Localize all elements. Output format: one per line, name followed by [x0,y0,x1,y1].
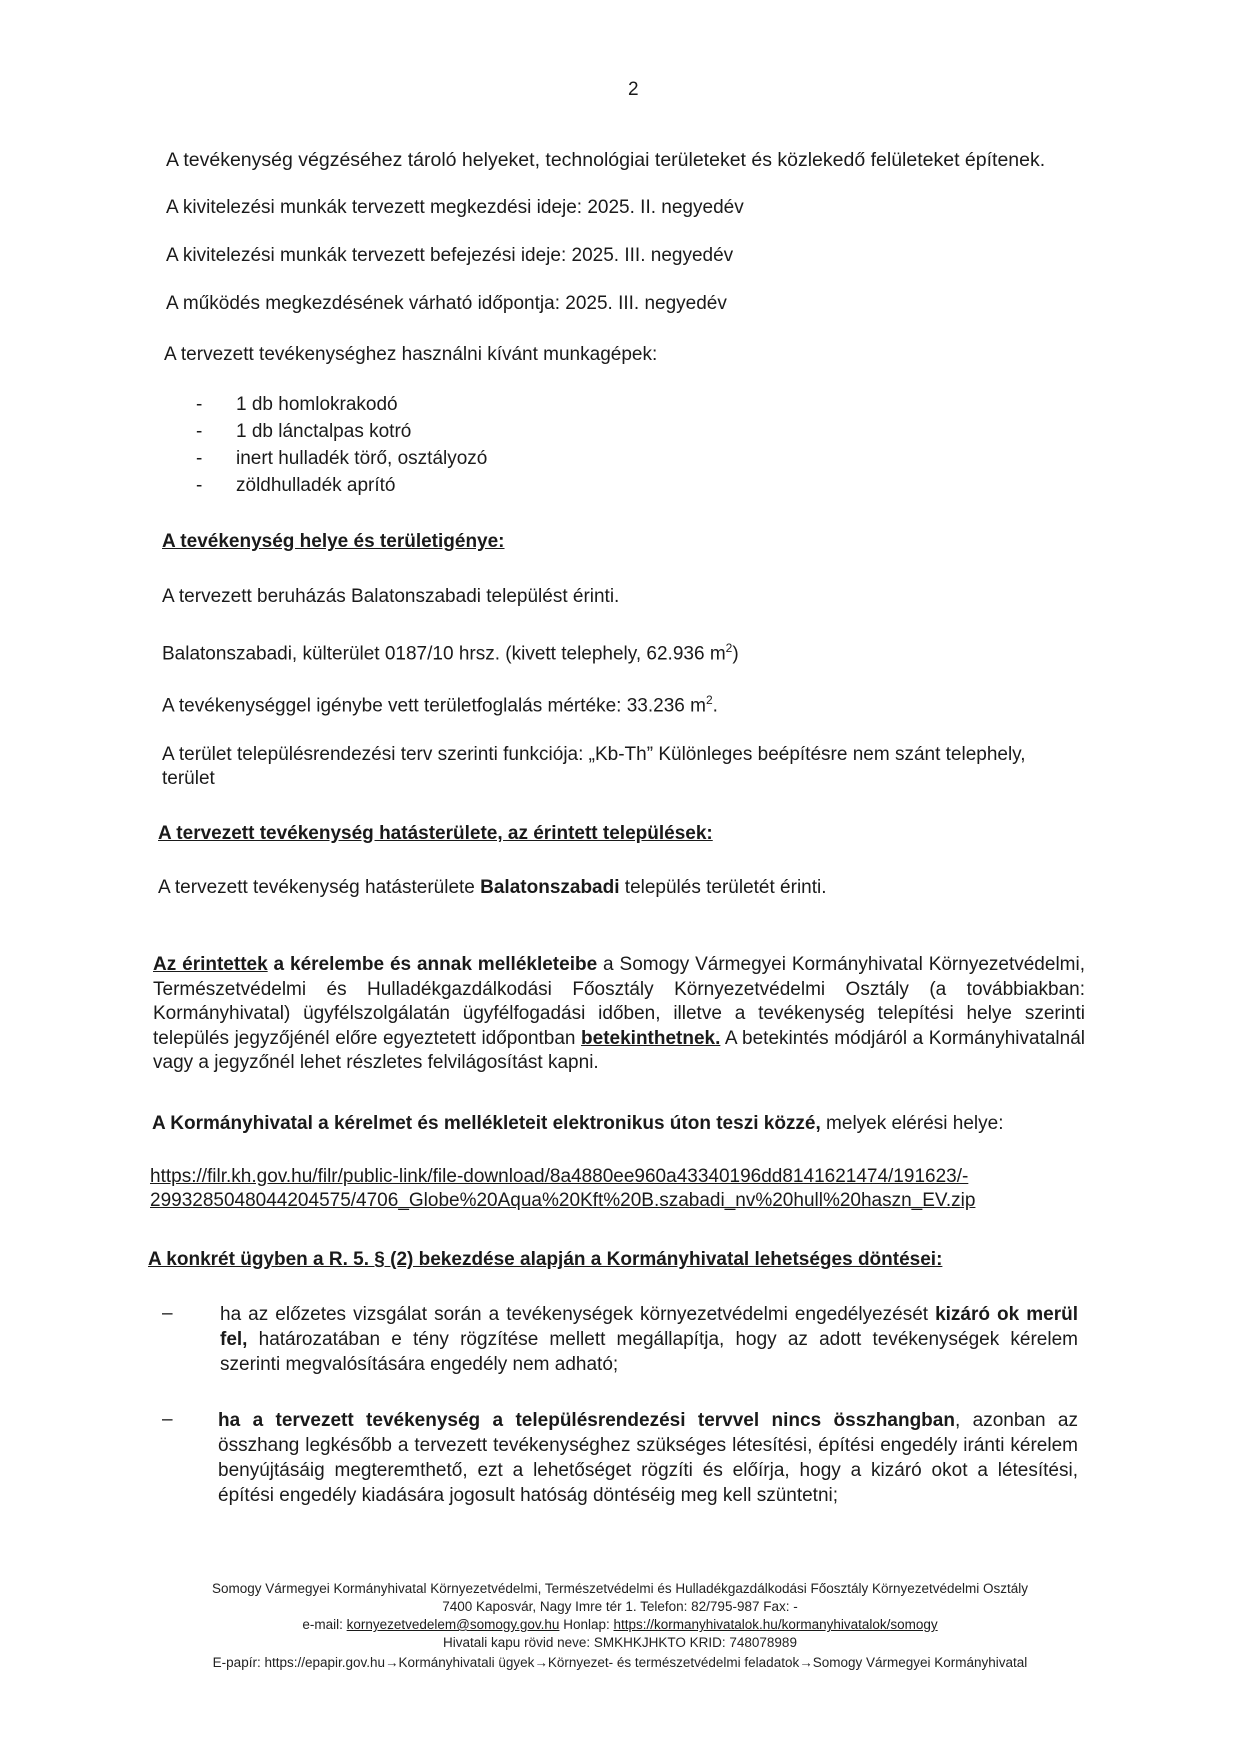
publish-rest: melyek elérési helye: [820,1113,1004,1134]
sup-2: 2 [705,693,713,707]
footer-web-label: Honlap: [559,1617,614,1632]
intro-line-4: A működés megkezdésének várható időpontja: 2025. III. negyedév [166,293,727,314]
footer-email-label: e-mail: [302,1617,347,1632]
location-p3-end: . [712,695,718,717]
location-p2-text: Balatonszabadi, külterület 0187/10 hrsz. (kivett telephely, 62.936 m [162,643,726,665]
intro-line-2: A kivitelezési munkák tervezett megkezdési ideje: 2025. II. negyedév [166,197,744,218]
page-number: 2 [628,79,639,100]
list-dash: - [196,394,203,415]
machine-item: 1 db homlokrakodó [236,394,398,415]
access-verb: betekinthetnek. [581,1027,721,1049]
machine-item: zöldhulladék aprító [236,475,396,496]
decision-dash: – [162,1409,173,1430]
decision-1-text-end: határozatában e tény rögzítése mellett megállapítja, hogy az adott tevékenységek kérelem szerinti megvalósítására engedély nem adható; [220,1329,1078,1375]
access-paragraph [153,953,1085,1076]
list-dash: - [196,448,203,469]
list-dash: - [196,421,203,442]
impact-heading: A tervezett tevékenység hatásterülete, az érintett települések: [158,823,713,844]
impact-text-end: település területét érinti. [619,877,827,898]
location-p4-line1: A terület településrendezési terv szerinti funkciója: „Kb-Th” Különleges beépítésre nem szánt telephely, [162,744,1026,765]
access-text: a Somogy Vármegyei Kormányhivatal Környezetvédelmi, Természetvédelmi és Hulladékgazdálkodási Főosztály Környezetvédelmi Osztály (a továbbiakban: Kormányhivatal) ügyfélszolgálatán ügyfélfogadási időben, illetve a tevékenység telepítési helye szerinti település jegyzőjénél előre egyeztetett időpontban [153,954,1085,1049]
decision-item-1 [220,1302,1078,1377]
list-dash: - [196,475,203,496]
footer-line-1: Somogy Vármegyei Kormányhivatal Környezetvédelmi, Természetvédelmi és Hulladékgazdálkodási Főosztály Környezetvédelmi Osztály [211,1581,1029,1596]
footer-web-link[interactable]: https://kormanyhivatalok.hu/kormanyhivatalok/somogy [613,1617,938,1632]
publish-bold: A Kormányhivatal a kérelmet és mellékleteit elektronikus úton teszi közzé, [152,1113,821,1134]
location-p2-close: ) [732,643,739,665]
impact-bold: Balatonszabadi [480,877,620,898]
location-p4-line2: terület [162,768,215,789]
location-p3 [162,688,718,718]
impact-text: A tervezett tevékenység hatásterülete [158,877,481,898]
location-p1: A tervezett beruházás Balatonszabadi települést érinti. [162,586,620,607]
download-link-line2[interactable]: 2993285048044204575/4706_Globe%20Aqua%20Kft%20B.szabadi_nv%20hull%20haszn_EV.zip [150,1190,976,1211]
access-object: a kérelembe és annak mellékleteibe [267,954,598,975]
location-heading: A tevékenység helye és területigénye: [162,531,505,552]
publish-sentence [152,1112,1003,1136]
footer-line-2: 7400 Kaposvár, Nagy Imre tér 1. Telefon: 82/795-987 Fax: - [442,1599,798,1614]
machine-item: 1 db lánctalpas kotró [236,421,412,442]
decision-1-text: ha az előzetes vizsgálat során a tevékenységek környezetvédelmi engedélyezését [220,1304,936,1325]
impact-paragraph [158,876,827,900]
decision-item-2 [218,1408,1078,1508]
location-p3-text: A tevékenységgel igénybe vett területfoglalás mértéke: 33.236 m [162,695,706,717]
footer-line-4: Hivatali kapu rövid neve: SMKHKJHKTO KRID: 748078989 [443,1635,797,1650]
sup-2: 2 [725,641,733,655]
download-link-line1[interactable]: https://filr.kh.gov.hu/filr/public-link/file-download/8a4880ee960a43340196dd8141621474/191623/- [150,1166,969,1187]
location-p2 [162,636,739,666]
decision-2-text: , azonban az összhang legkésőbb a tervezett tevékenységhez szükséges létesítési, építési engedély iránti kérelem benyújtásáig megteremthető, ezt a lehetőséget rögzíti és előírja, hogy a kizáró okot a létesítési, építési engedély kiadására jogosult hatóság döntéséig meg kell szüntetni; [218,1410,1078,1506]
intro-line-1: A tevékenység végzéséhez tároló helyeket, technológiai területeket és közlekedő felületeket építenek. [166,149,1046,171]
decision-1-bold: kizáró ok merül fel, [220,1304,1078,1350]
access-subject: Az érintettek [153,954,268,975]
decision-2-bold: ha a tervezett tevékenység a településrendezési tervvel nincs összhangban [218,1410,955,1431]
intro-line-3: A kivitelezési munkák tervezett befejezési ideje: 2025. III. negyedév [166,245,734,266]
footer-email-link[interactable]: kornyezetvedelem@somogy.gov.hu [346,1617,560,1632]
footer-line-5: E-papír: https://epapir.gov.hu→Kormányhivatali ügyek→Környezet- és természetvédelmi feladatok→Somogy Vármegyei Kormányhivatal [212,1655,1028,1670]
decision-dash: – [162,1303,173,1324]
footer-line-3 [0,1616,1240,1634]
intro-line-5: A tervezett tevékenységhez használni kívánt munkagépek: [164,344,658,365]
machine-item: inert hulladék törő, osztályozó [236,448,488,469]
access-text-end: A betekintés módjáról a Kormányhivatalnál vagy a jegyzőnél lehet részletes felvilágosítást kapni. [153,1027,1085,1073]
decisions-heading: A konkrét ügyben a R. 5. § (2) bekezdése alapján a Kormányhivatal lehetséges döntései: [148,1249,943,1270]
